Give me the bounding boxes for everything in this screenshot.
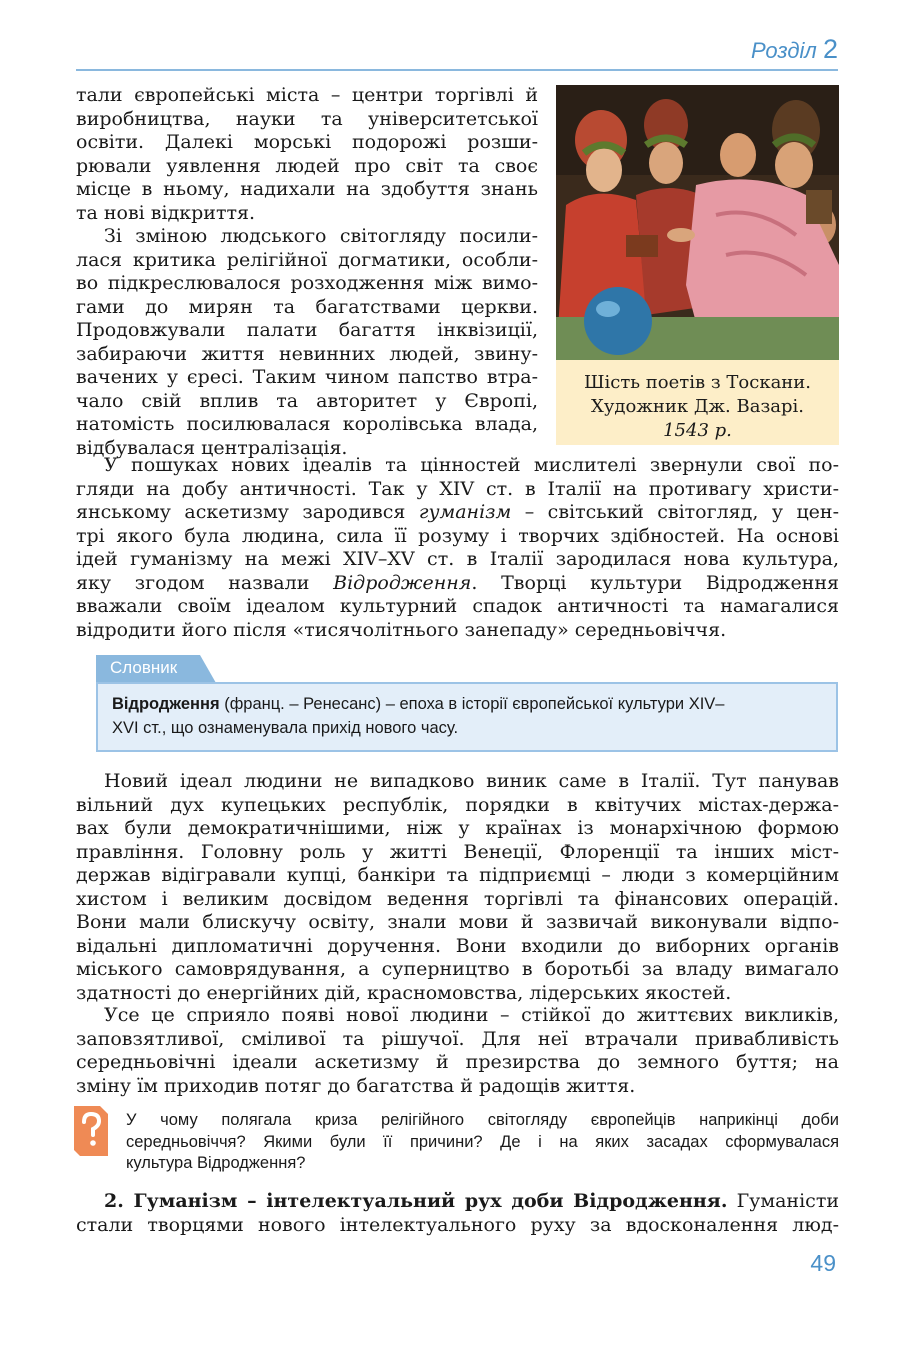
text-line: У пошуках нових ідеалів та цінностей мислителі звернули свої по- [104, 454, 839, 476]
text-line: гами до мирян та багатствами церкви. [76, 295, 538, 318]
term-renaissance: Відродження [333, 571, 472, 594]
text-line: яку згодом назвали Відродження. Творці культури Відродження [76, 571, 839, 594]
criticism-paragraph [76, 225, 538, 460]
caption-title: Шість поетів з Тоскани. [583, 372, 812, 393]
text-line: виробництва, науки та університетської [76, 107, 538, 130]
new-person-paragraph [76, 1004, 839, 1098]
text-line: Новий ідеал людини не випадково виник саме в Італії. Тут панував [104, 770, 839, 792]
chapter-label: Розділ [750, 38, 817, 63]
text-line: освіти. Далекі морські подорожі розши- [76, 131, 538, 153]
text-line: тали європейські міста – центри торгівлі й [76, 84, 538, 106]
term-humanism: гуманізм [418, 501, 512, 523]
text-line: Зі зміною людського світогляду посили- [104, 225, 538, 247]
text-line: відродити його після «тисячолітнього занепаду» середньовіччя. [76, 618, 727, 641]
section-2-paragraph [76, 1190, 839, 1237]
text-line: Усе це сприяло появі нової людини – стійкої до життєвих викликів, [104, 1004, 839, 1026]
dictionary-line: Відродження (франц. – Ренесанс) – епоха в історії європейської культури XIV– [112, 695, 725, 713]
text-line: 2. Гуманізм – інтелектуальний рух доби Відродження. Гуманісти [104, 1190, 839, 1212]
painting-six-tuscan-poets [556, 85, 839, 360]
text-line: вважали своїм ідеалом культурний спадок античності та намагалися [76, 595, 839, 617]
text-line: місце в ньому, надихали на здобуття знань [76, 178, 538, 200]
text-line: відальні дипломатичні доручення. Вони входили до виборних органів [76, 934, 839, 957]
figure-caption [556, 360, 839, 443]
section-2-heading: 2. Гуманізм – інтелектуальний рух доби Відродження. [104, 1190, 728, 1212]
page-number: 49 [810, 1250, 836, 1276]
question-line: У чому полягала криза релігійного світогляду європейців наприкінці доби [126, 1111, 839, 1129]
intro-paragraph [76, 84, 538, 225]
dictionary-box [96, 682, 838, 752]
dictionary-tab-label: Словник [110, 658, 178, 677]
question-line: середньовіччя? Якими були її причини? Де і на яких засадах сформувалася [126, 1132, 839, 1151]
text-line: правління. Головну роль у житті Венеції, Флоренції та інших міст- [76, 840, 839, 863]
text-line: во підкреслювалося розходження між вимо- [76, 272, 538, 294]
question-line: культура Відродження? [126, 1154, 306, 1172]
text-line: трі якого була людина, сила її розуму і творчих здібностей. На основі [76, 524, 839, 547]
text-line: лася критика релігійної догматики, особли- [76, 248, 538, 271]
text-line: забираючи життя невинних людей, звину- [76, 342, 538, 365]
text-line: вах були демократичнішими, ніж у країнах із монархічною формою [76, 817, 839, 839]
question-mark-icon [74, 1106, 108, 1156]
text-line: янському аскетизму зародився гуманізм – світський світогляд, у цен- [76, 501, 839, 523]
text-line: гляди на добу античності. Так у XIV ст. в Італії на противагу христи- [76, 477, 839, 500]
text-line: зміну їм приходив потяг до багатства й радощів життя. [76, 1074, 636, 1097]
question-text [126, 1110, 839, 1175]
text-line: середньовічні ідеали аскетизму й презирства до земного буття; на [76, 1051, 839, 1073]
text-line: Продовжували палати багаття інквізиції, [76, 319, 538, 341]
text-line: вачених у єресі. Таким чином папство втра- [76, 366, 538, 388]
text-line: ідей гуманізму на межі XIV–XV ст. в Італії зародилася нова культура, [76, 548, 839, 570]
text-line: міського самоврядування, а суперництво в боротьбі за владу вимагало [76, 958, 839, 980]
text-line: чало свій вплив та авторитет у Європі, [76, 389, 538, 412]
chapter-header [751, 34, 838, 65]
text-line: натомість посилювалася королівська влада, [76, 413, 538, 435]
text-line: стали творцями нового інтелектуального руху за вдосконалення люд- [76, 1213, 839, 1236]
humanism-paragraph [76, 454, 839, 642]
text-line: рювали уявлення людей про світ та своє [76, 154, 538, 177]
text-line: вільний дух купецьких республік, порядки в квітучих містах-держа- [76, 793, 839, 816]
text-line: хистом і великим досвідом ведення торгівлі та фінансових операцій. [76, 887, 839, 910]
ideal-paragraph [76, 770, 839, 1005]
caption-artist: Художник Дж. Вазарі. [591, 396, 804, 417]
header-divider [76, 69, 838, 71]
caption-year: 1543 р. [663, 420, 732, 441]
text-line: відбувалася централізація. [76, 436, 348, 459]
dictionary-term: Відродження [112, 695, 220, 713]
text-line: Вони мали блискучу освіту, знали мови й зазвичай виконували відпо- [76, 911, 839, 933]
text-line: заповзятливої, сміливої та рішучої. Для неї втрачали привабливість [76, 1027, 839, 1050]
text-line: та нові відкриття. [76, 201, 256, 224]
dictionary-tab [96, 655, 216, 683]
painting-figure [556, 85, 839, 445]
text-line: здатності до енергійних дій, красномовства, лідерських якостей. [76, 981, 732, 1004]
dictionary-line: XVI ст., що ознаменувала прихід нового часу. [112, 719, 459, 737]
chapter-number: 2 [822, 34, 838, 64]
text-line: держав відігравали купці, банкіри та підприємці – люди з комерційним [76, 864, 839, 886]
